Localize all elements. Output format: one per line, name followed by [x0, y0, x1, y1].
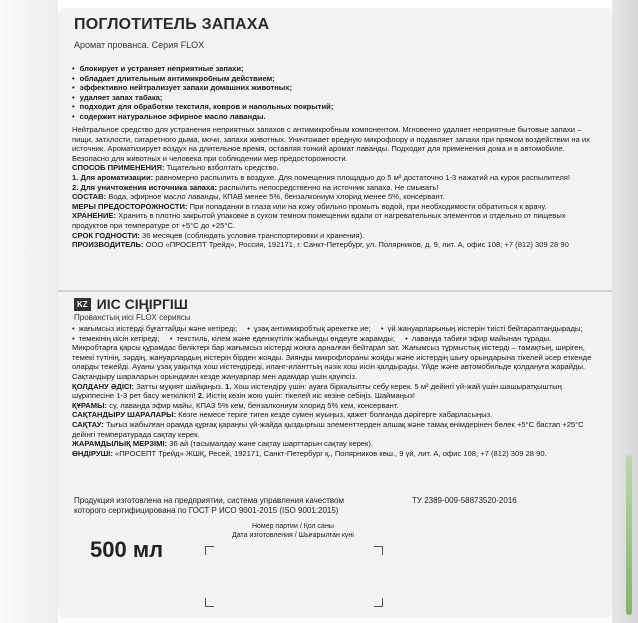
caution-kz: САҚТАНДЫРУ ШАРАЛАРЫ: Көзге немесе теріге тиген кезде сумен жуыңыз, қажет болғанда дәрігерге хабарласыңыз.: [72, 410, 493, 420]
manufacturer-ru: ПРОИЗВОДИТЕЛЬ: ООО «ПРОСЕПТ Трейд», Россия, 192171, г. Санкт-Петербург, ул. Полярников, д. 9, лит. А, офис 108; +7 (812) 309 28 90: [72, 240, 569, 250]
batch-number-label: Номер партии / Қол саны: [251, 523, 334, 530]
usage-ru: СПОСОБ ПРИМЕНЕНИЯ: Тщательно взболтать средство.: [72, 163, 279, 173]
instructions-ru: [72, 125, 602, 250]
manufacture-date-label: Дата изготовления / Шығарылған күні: [232, 532, 354, 539]
storage-ru: ХРАНЕНИЕ: Хранить в плотно закрытой упаковке в сухом темном помещении вдали от нагревательных элементов и отдельно от пищевых продуктов при температуре от +5°С до +25°С.: [72, 211, 566, 230]
list-item: • подходит для обработки текстиля, ковров и напольных покрытий;: [72, 102, 602, 112]
batch-frame-corner: [205, 598, 214, 607]
list-item: • үй жануарларының иістерін тиісті бейтараптандырады;: [381, 324, 583, 333]
product-subtitle-ru: Аромат прованса. Серия FLOX: [74, 40, 205, 50]
description-ru: Нейтральное средство для устранения неприятных запахов с антимикробным компонентом. Мгновенно удаляет неприятные бытовые запахи – пищи, затхлости, сигаретного дыма, мочи, запахи животных. Уничтожает вредную микрофлору и подавляет запахи при прямом воздействии на их источник. Ароматизирует воздух на длительное время, оставляя тонкий аромат лаванды. Подходит для применения дома и в автомобиле. Безопасно для животных и человека при соблюдении мер предосторожности.: [72, 125, 590, 163]
composition-ru: СОСТАВ: Вода, эфирное масло лаванды, КПАВ менее 5%, бензалкониум хлорид менее 5%, консервант.: [72, 192, 445, 202]
list-item: • эффективно нейтрализует запахи домашних животных;: [72, 83, 602, 93]
list-item: • удаляет запах табака;: [72, 93, 602, 103]
volume-label: 500 мл: [90, 537, 164, 562]
usage-kz: ҚОЛДАНУ ӘДІСІ: Затты мұқият шайқаңыз. 1. Хош иістендіру үшін: ауаға біркалыпты себу керек. 5 м² дейінгі үй-жай үшін шашыратқыштың шүріппесіне 1-3 рет басу жеткілікті! 2. Иістің көзін жою үшін: тікелей иіс көзіне себіңіз. Шаймаңыз!: [72, 381, 562, 401]
shelf-life-kz: ЖАРАМДЫЛЫҚ МЕРЗІМІ: 36 ай (тасымалдау және сақтау шарттарын сақтау керек).: [72, 439, 373, 449]
manufacturer-kz: ӨНДІРУШІ: «ПРОСЕПТ Трейд» ЖШҚ, Ресей, 192171, Санкт-Петербург қ., Полярников көш., 9 үй, лит. А, офис 108; +7 (812) 309 28 90.: [72, 448, 547, 458]
batch-info: [232, 522, 354, 540]
tech-spec-code: ТУ 2389-009-58873520-2016: [412, 496, 517, 505]
composition-kz: ҚҰРАМЫ: су, лаванда эфир майы, КПАЗ 5% кем, бензалкониум хлорид 5% кем, консервант.: [72, 400, 399, 410]
list-item: • блокирует и устраняет неприятные запахи;: [72, 64, 602, 74]
list-item: • текстиль, кілем және еденжүтілік жабынды өңдеуге жарамды;: [170, 334, 395, 343]
bottle-edge-left: [0, 0, 58, 623]
usage-step-1-ru: 1. Для ароматизации: равномерно распылить в воздухе. Для помещения площадью до 5 м² достаточно 1-3 нажатий на курок распылителя!: [72, 172, 571, 182]
language-badge: KZ: [74, 298, 91, 311]
instructions-kz: [72, 324, 602, 458]
green-accent-stripe: [626, 455, 632, 615]
feature-list-kz: [72, 324, 602, 343]
certification-note: Продукция изготовлена на предприятии, система управления качеством которого сертифицирована по ГОСТ Р ИСО 9001-2015 (ISO 9001:2015): [74, 496, 344, 515]
description-kz: Микробтарға қарсы құрамдас бөліктері бар жағымсыз иістерді жоюға арналған бейтарап зат. Жағымсыз тұрмыстық иістерді – тамақтың, ширіген, темекі түтінің, зәрдің, жануарлардың иістерін бірден жояды. Зиянды микрофлораны жояды және иістердің шығу орындарына тікелей әсер еткенде оларды тежейді. Ауаны ұзақ уақытқа хош иістендіреді, иланг-иланттың нәзік хош иісін қалдырады. Үйде және автомобильде қолдануға жарайды. Сақтандыру шараларын орындаған кезде жануарлар мен адамдар үшін қауіпсіз.: [72, 343, 592, 381]
product-title-kz: ИІС СІҢІРГІШ: [96, 296, 188, 312]
product-title-ru: ПОГЛОТИТЕЛЬ ЗАПАХА: [74, 16, 270, 33]
list-item: • темекінің иісін кетіреді;: [72, 334, 160, 343]
caution-ru: МЕРЫ ПРЕДОСТОРОЖНОСТИ: При попадании в глаза или на кожу обильно промыть водой, при необходимости обратиться к врачу.: [72, 201, 547, 211]
list-item: • жағымсыз иістерді бұғаттайды және кетіреді;: [72, 324, 237, 333]
batch-frame-corner: [374, 598, 383, 607]
batch-frame-corner: [205, 546, 214, 555]
list-item: • ұзақ антимикробтық әрекетке ие;: [247, 324, 371, 333]
list-item: • лаванда табиғи эфир майынан тұрады.: [405, 334, 551, 343]
feature-list-ru: [72, 64, 602, 122]
storage-kz: САҚТАУ: Тығыз жабылған орамда құрғақ қараңғы үй-жайда қыздырғыш элементтерден алшақ және тамақ өнімдерінен бөлек +5°С бастап +25°С дейінгі температурада сақтау керек.: [72, 419, 584, 439]
kz-heading: [74, 296, 188, 312]
shelf-life-ru: СРОК ГОДНОСТИ: 36 месяцев (соблюдать условия транспортировки и хранения).: [72, 230, 365, 240]
product-subtitle-kz: Прованстың иісі FLOX сериясы: [74, 313, 191, 322]
usage-step-2-ru: 2. Для уничтожения источника запаха: распылить непосредственно на источник запаха. Не смывать!: [72, 182, 439, 192]
section-divider: [58, 290, 612, 292]
list-item: • обладает длительным антимикробным действием;: [72, 74, 602, 84]
bottle-edge-right: [612, 0, 638, 623]
batch-frame-corner: [374, 546, 383, 555]
list-item: • содержит натуральное эфирное масло лаванды.: [72, 112, 602, 122]
